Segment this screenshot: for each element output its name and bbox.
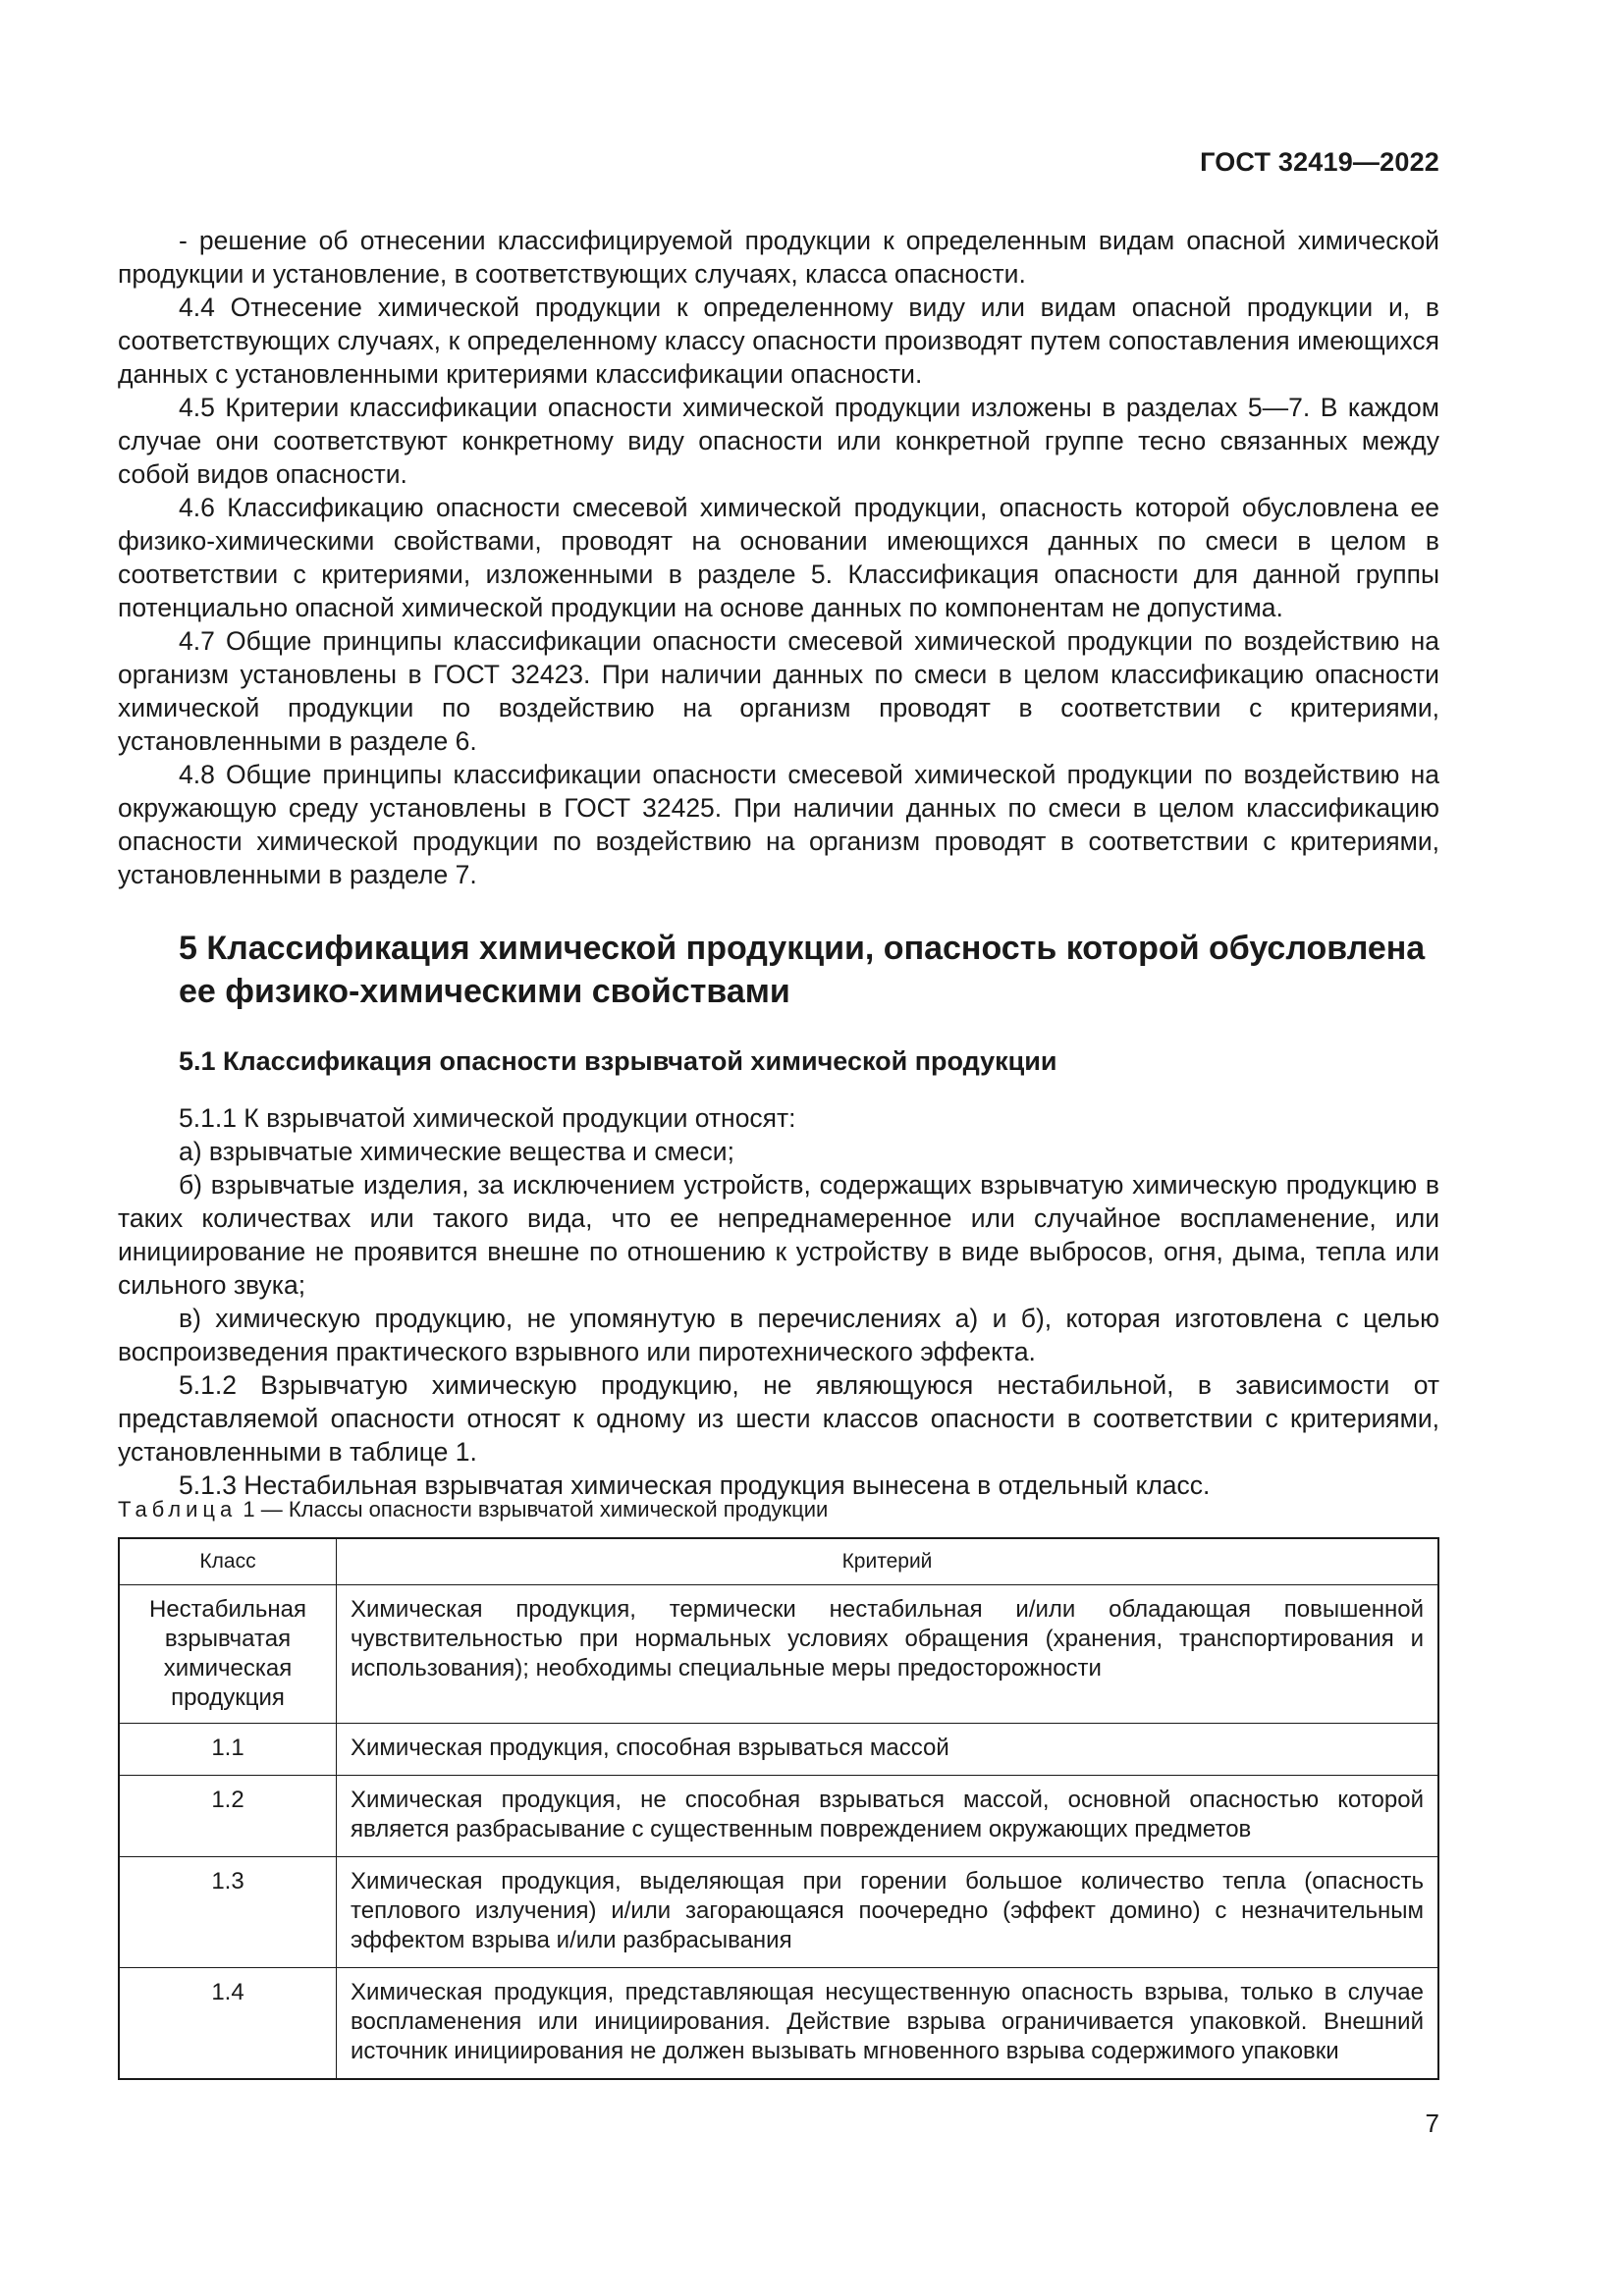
paragraph: 4.7 Общие принципы классификации опасности смесевой химической продукции по воздействию на организм установлены в ГОСТ 32423. При наличии данных по смеси в целом классификацию опасности химической продукции по воздействию на организм проводят в соответствии с критериями, установленными в разделе 6. (118, 626, 1439, 756)
list-item: б) взрывчатые изделия, за исключением устройств, содержащих взрывчатую химическую продукцию в таких количествах или такого вида, что ее непреднамеренное или случайное воспламенение, или инициирование не проявится внешне по отношению к устройству в виде выбросов, огня, дыма, тепла или сильного звука; (118, 1170, 1439, 1300)
paragraph: - решение об отнесении классифицируемой продукции к определенным видам опасной химической продукции и установление, в соответствующих случаях, класса опасности. (118, 226, 1439, 289)
class-cell: 1.3 (119, 1857, 337, 1968)
criterion-cell: Химическая продукция, способная взрываться массой (337, 1724, 1439, 1776)
table-caption-label: Таблица (118, 1497, 238, 1522)
list-item: в) химическую продукцию, не упомянутую в перечислениях а) и б), которая изготовлена с целью воспроизведения практического взрывного или пиротехнического эффекта. (118, 1304, 1439, 1366)
section-heading: 5 Классификация химической продукции, опасность которой обусловлена ее физико-химическими свойствами (179, 930, 1426, 1010)
table-caption (118, 1496, 828, 1523)
column-header-class: Класс (119, 1538, 337, 1585)
class-cell: 1.2 (119, 1776, 337, 1857)
paragraph: 5.1.1 К взрывчатой химической продукции относят: (179, 1103, 796, 1133)
table-row (119, 1776, 1438, 1857)
criterion-cell: Химическая продукция, представляющая несущественную опасность взрыва, только в случае воспламенения или инициирования. Действие взрыва ограничивается упаковкой. Внешний источник инициирования не должен вызывать мгновенного взрыва содержимого упаковки (337, 1968, 1439, 2080)
paragraph: 4.8 Общие принципы классификации опасности смесевой химической продукции по воздействию на окружающую среду установлены в ГОСТ 32425. При наличии данных по смеси в целом классификацию опасности химической продукции по воздействию на организм проводят в соответствии с критериями, установленными в разделе 7. (118, 760, 1439, 889)
document-id-header: ГОСТ 32419—2022 (1200, 147, 1439, 177)
criterion-cell: Химическая продукция, не способная взрываться массой, основной опасностью которой является разбрасывание с существенным повреждением окружающих предметов (337, 1776, 1439, 1857)
table-row (119, 1585, 1438, 1724)
hazard-class-table (118, 1537, 1439, 2080)
body-text (118, 224, 1439, 1502)
table-header-row (119, 1538, 1438, 1585)
page-number: 7 (1425, 2109, 1439, 2138)
table-row (119, 1857, 1438, 1968)
criterion-cell: Химическая продукция, выделяющая при горении большое количество тепла (опасность теплового излучения) и/или загорающаяся поочередно (эффект домино) с незначительным эффектом взрыва и/или разбрасывания (337, 1857, 1439, 1968)
class-cell: Нестабильная взрывчатая химическая продукция (119, 1585, 337, 1724)
paragraph: 4.5 Критерии классификации опасности химической продукции изложены в разделах 5—7. В каждом случае они соответствуют конкретному виду опасности или конкретной группе тесно связанных между собой видов опасности. (118, 393, 1439, 489)
table-caption-text: 1 — Классы опасности взрывчатой химической продукции (243, 1497, 829, 1522)
class-cell: 1.1 (119, 1724, 337, 1776)
table-row (119, 1968, 1438, 2080)
column-header-criterion: Критерий (337, 1538, 1439, 1585)
subsection-heading: 5.1 Классификация опасности взрывчатой химической продукции (179, 1046, 1057, 1076)
paragraph: 4.4 Отнесение химической продукции к определенному виду или видам опасной продукции и, в соответствующих случаях, к определенному классу опасности производят путем сопоставления имеющихся данных с установленными критериями классификации опасности. (118, 293, 1439, 389)
table-row (119, 1724, 1438, 1776)
class-cell: 1.4 (119, 1968, 337, 2080)
paragraph: 4.6 Классификацию опасности смесевой химической продукции, опасность которой обусловлена ее физико-химическими свойствами, проводят на основании имеющихся данных по смеси в целом в соответствии с критериями, изложенными в разделе 5. Классификация опасности для данной группы потенциально опасной химической продукции на основе данных по компонентам не допустима. (118, 493, 1439, 622)
criterion-cell: Химическая продукция, термически нестабильная и/или обладающая повышенной чувствительностью при нормальных условиях обращения (хранения, транспортирования и использования); необходимы специальные меры предосторожности (337, 1585, 1439, 1724)
list-item: а) взрывчатые химические вещества и смеси; (179, 1137, 734, 1166)
paragraph: 5.1.3 Нестабильная взрывчатая химическая продукция вынесена в отдельный класс. (179, 1470, 1211, 1500)
paragraph: 5.1.2 Взрывчатую химическую продукцию, не являющуюся нестабильной, в зависимости от представляемой опасности относят к одному из шести классов опасности в соответствии с критериями, установленными в таблице 1. (118, 1370, 1439, 1467)
